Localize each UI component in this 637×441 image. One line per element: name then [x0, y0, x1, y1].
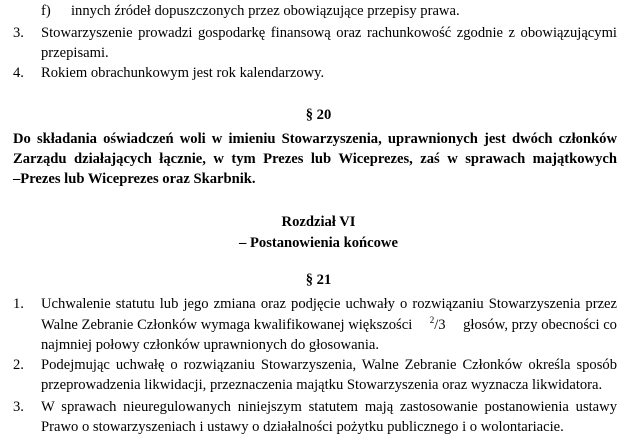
section-21-item-1-line2-start: Walne Zebranie Członków wymaga kwalifikowanej większości	[41, 317, 413, 333]
section-20-line2: Zarządu działających łącznie, w tym Prezes lub Wiceprezes, zaś w sprawach majątkowych	[13, 151, 617, 167]
fraction-numerator: 2	[429, 315, 435, 325]
section-21-item-2-number: 2.	[13, 357, 24, 373]
section-21-item-1-line2-end: głosów, przy obecności co	[463, 317, 617, 333]
section-21-item-1-number: 1.	[13, 296, 24, 312]
section-21-item-1-fraction	[430, 316, 446, 334]
fraction-denominator: /3	[434, 317, 446, 333]
list-item-f-label: f)	[41, 3, 51, 19]
section-20-line1: Do składania oświadczeń woli w imieniu Stowarzyszenia, uprawnionych jest dwóch członków	[13, 131, 617, 147]
section-21-heading: § 21	[305, 272, 332, 288]
section-21-item-3-line1: W sprawach nieuregulowanych niniejszym statutem mają zastosowanie postanowienia ustawy	[41, 399, 617, 415]
list-item-f-text: innych źródeł dopuszczonych przez obowiązujące przepisy prawa.	[71, 3, 460, 19]
section-21-item-1-line2	[41, 316, 617, 334]
chapter-subtitle: – Postanowienia końcowe	[239, 235, 398, 251]
section-21-item-3-number: 3.	[13, 399, 24, 415]
list-item-4-number: 4.	[13, 65, 24, 81]
section-21-item-2-line2: przeprowadzenia likwidacji, przeznaczenia majątku Stowarzyszenia oraz wyznacza likwidatora.	[41, 377, 603, 393]
list-item-4-text: Rokiem obrachunkowym jest rok kalendarzowy.	[41, 65, 325, 81]
list-item-3-line2: przepisami.	[41, 45, 109, 61]
list-item-3-number: 3.	[13, 25, 24, 41]
list-item-3-line1: Stowarzyszenie prowadzi gospodarkę finansową oraz rachunkowość zgodnie z obowiązującymi	[41, 25, 617, 41]
section-21-item-1-line3: najmniej połowy członków uprawnionych do głosowania.	[41, 337, 380, 353]
section-21-item-1-line1: Uchwalenie statutu lub jego zmiana oraz podjęcie uchwały o rozwiązaniu Stowarzyszenia przez	[41, 296, 617, 312]
chapter-title: Rozdział VI	[281, 214, 356, 230]
section-20-line3: –Prezes lub Wiceprezes oraz Skarbnik.	[13, 171, 256, 187]
section-21-item-2-line1: Podejmując uchwałę o rozwiązaniu Stowarzyszenia, Walne Zebranie Członków określa sposób	[41, 357, 617, 373]
section-20-heading: § 20	[305, 107, 332, 123]
section-21-item-3-line2: Prawo o stowarzyszeniach i ustawy o działalności pożytku publicznego i o wolontariacie.	[41, 419, 564, 435]
